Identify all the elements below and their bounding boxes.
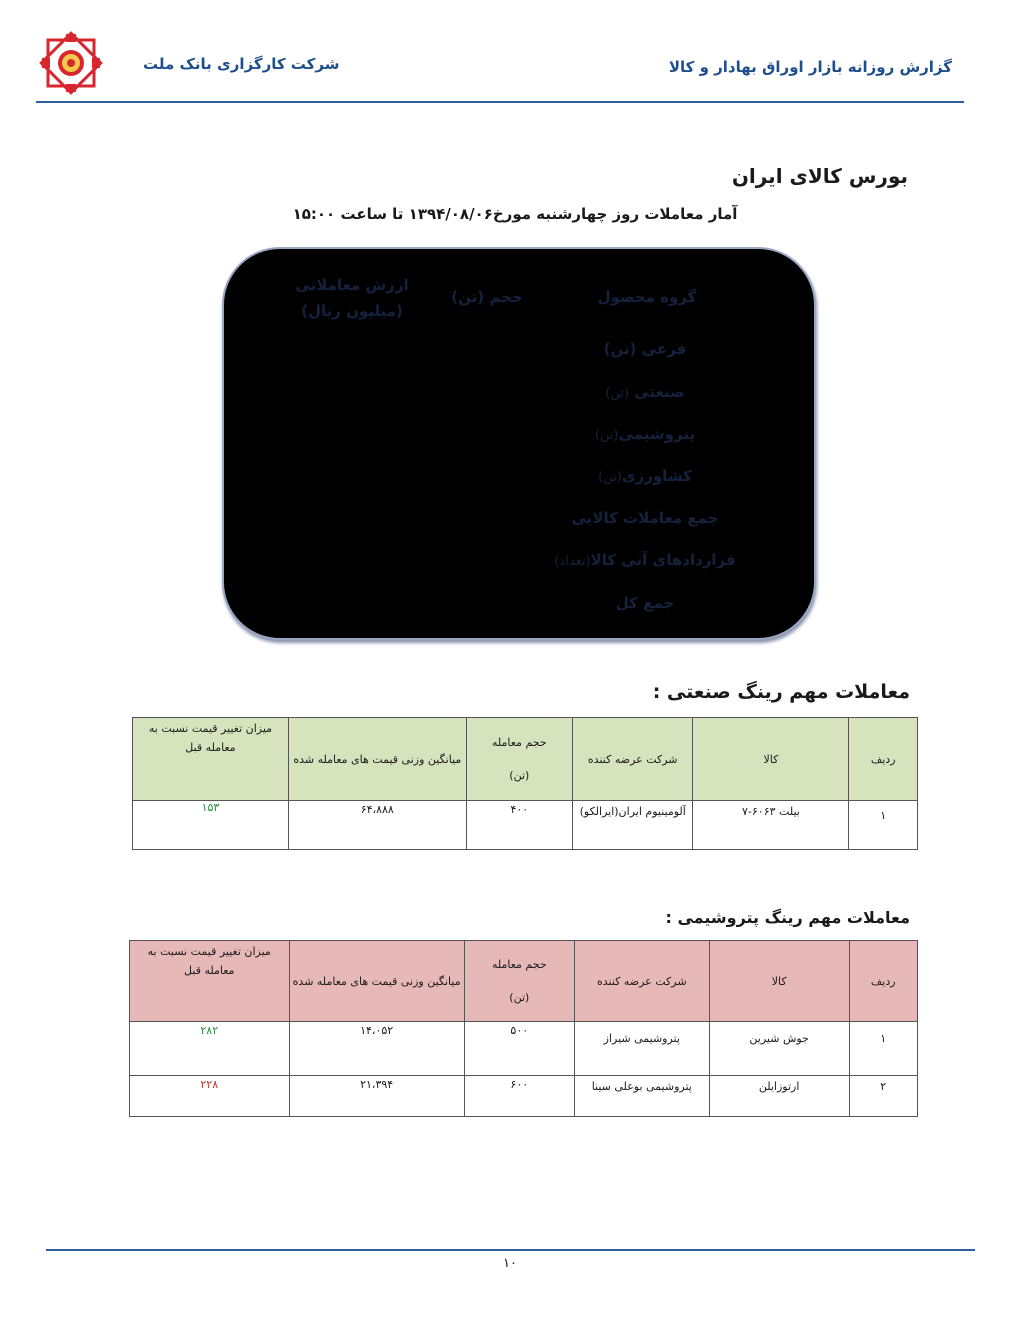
cell-supplier: آلومینیوم ایران(ایرالکو) bbox=[572, 801, 692, 850]
petrochemical-deals-table bbox=[129, 940, 918, 1117]
table-header-row bbox=[133, 718, 918, 801]
cell-volume: ۴۰۰ bbox=[466, 801, 572, 850]
stats-row-label bbox=[540, 340, 750, 358]
col-change-line1: میزان تغییر قیمت نسبت به bbox=[147, 945, 271, 958]
col-price-change bbox=[130, 941, 290, 1022]
col-volume-line2: (تن) bbox=[509, 769, 530, 782]
col-supplier: شرکت عرضه کننده bbox=[572, 718, 692, 801]
stats-row-text: کشاورزی bbox=[621, 467, 692, 485]
stats-header-group: گروه محصول bbox=[597, 288, 697, 306]
header-divider bbox=[36, 101, 964, 103]
stats-row-unit: (تن) bbox=[594, 428, 619, 443]
col-price-change bbox=[133, 718, 289, 801]
col-volume-line1: حجم معامله bbox=[491, 958, 547, 971]
cell-avg-price: ۱۴،۰۵۲ bbox=[289, 1022, 464, 1076]
industrial-deals-table bbox=[132, 717, 918, 850]
stats-row-text: جمع معاملات کالایی bbox=[571, 509, 719, 527]
cell-commodity: ارتوزایلن bbox=[709, 1076, 849, 1117]
industrial-ring-title: معاملات مهم رینگ صنعتی : bbox=[652, 681, 910, 703]
cell-supplier: پتروشیمی بوعلی سینا bbox=[574, 1076, 709, 1117]
section-title: بورس کالای ایران bbox=[731, 164, 908, 188]
cell-price-change: ۲۸۲ bbox=[130, 1022, 290, 1076]
cell-commodity: جوش شیرین bbox=[709, 1022, 849, 1076]
col-row: ردیف bbox=[849, 941, 917, 1022]
stats-row-text: پتروشیمی bbox=[618, 425, 696, 443]
petrochemical-ring-title: معاملات مهم رینگ پتروشیمی : bbox=[665, 908, 910, 927]
table-row bbox=[133, 801, 918, 850]
col-change-line2: معامله قبل bbox=[184, 964, 235, 977]
stats-header-volume: حجم (تن) bbox=[451, 288, 523, 306]
stats-header-value-line1: ارزش معاملاتی bbox=[295, 276, 409, 294]
stats-row-unit: (تعداد) bbox=[554, 554, 591, 569]
company-name: شرکت کارگزاری بانک ملت bbox=[143, 55, 340, 73]
cell-volume: ۵۰۰ bbox=[464, 1022, 574, 1076]
table-header-row bbox=[130, 941, 918, 1022]
cell-row: ۱ bbox=[849, 1022, 917, 1076]
col-volume bbox=[466, 718, 572, 801]
page-number: ۱۰ bbox=[503, 1256, 517, 1271]
cell-supplier: پتروشیمی شیراز bbox=[574, 1022, 709, 1076]
stats-row-text: فرعی (تن) bbox=[603, 340, 687, 358]
col-volume bbox=[464, 941, 574, 1022]
stats-row-label bbox=[540, 425, 750, 443]
stats-row-unit: (تن) bbox=[605, 386, 630, 401]
stats-row-label bbox=[540, 467, 750, 485]
col-volume-line2: (تن) bbox=[509, 991, 530, 1004]
cell-volume: ۶۰۰ bbox=[464, 1076, 574, 1117]
cell-row: ۲ bbox=[849, 1076, 917, 1117]
stats-row-text: صنعتی bbox=[629, 383, 685, 401]
stats-row-label bbox=[540, 594, 750, 612]
col-commodity: کالا bbox=[693, 718, 849, 801]
stats-row-unit: (تن) bbox=[598, 470, 622, 485]
cell-commodity: بیلت ۶۰۶۳-۷ bbox=[693, 801, 849, 850]
stats-header-value bbox=[282, 272, 422, 324]
cell-price-change: ۲۲۸ bbox=[130, 1076, 290, 1117]
report-title: گزارش روزانه بازار اوراق بهادار و کالا bbox=[668, 58, 952, 76]
table-row bbox=[130, 1076, 918, 1117]
col-change-line1: میزان تغییر قیمت نسبت به bbox=[148, 722, 273, 735]
col-avg-price: میانگین وزنی قیمت های معامله شده bbox=[289, 941, 464, 1022]
stats-row-text: جمع کل bbox=[615, 594, 675, 612]
bank-mellat-logo bbox=[38, 30, 104, 96]
stats-row-label bbox=[540, 551, 750, 569]
col-volume-line1: حجم معامله bbox=[491, 736, 547, 749]
stats-row-label bbox=[540, 383, 750, 401]
stats-header-value-line2: (میلیون ریال) bbox=[301, 302, 403, 320]
cell-price-change: ۱۵۳ bbox=[133, 801, 289, 850]
cell-avg-price: ۶۴،۸۸۸ bbox=[288, 801, 466, 850]
cell-row: ۱ bbox=[849, 801, 918, 850]
col-commodity: کالا bbox=[709, 941, 849, 1022]
table-row bbox=[130, 1022, 918, 1076]
col-row: ردیف bbox=[849, 718, 918, 801]
col-supplier: شرکت عرضه کننده bbox=[574, 941, 709, 1022]
footer-divider bbox=[46, 1249, 975, 1251]
stats-row-text: قراردادهای آتی کالا bbox=[590, 551, 736, 569]
section-subtitle: آمار معاملات روز چهارشنبه مورخ۱۳۹۴/۰۸/۰۶ تا ساعت ۱۵:۰۰ bbox=[292, 205, 738, 223]
col-change-line2: معامله قبل bbox=[185, 741, 236, 754]
stats-row-label bbox=[540, 509, 750, 527]
col-avg-price: میانگین وزنی قیمت های معامله شده bbox=[288, 718, 466, 801]
cell-avg-price: ۲۱،۳۹۴ bbox=[289, 1076, 464, 1117]
